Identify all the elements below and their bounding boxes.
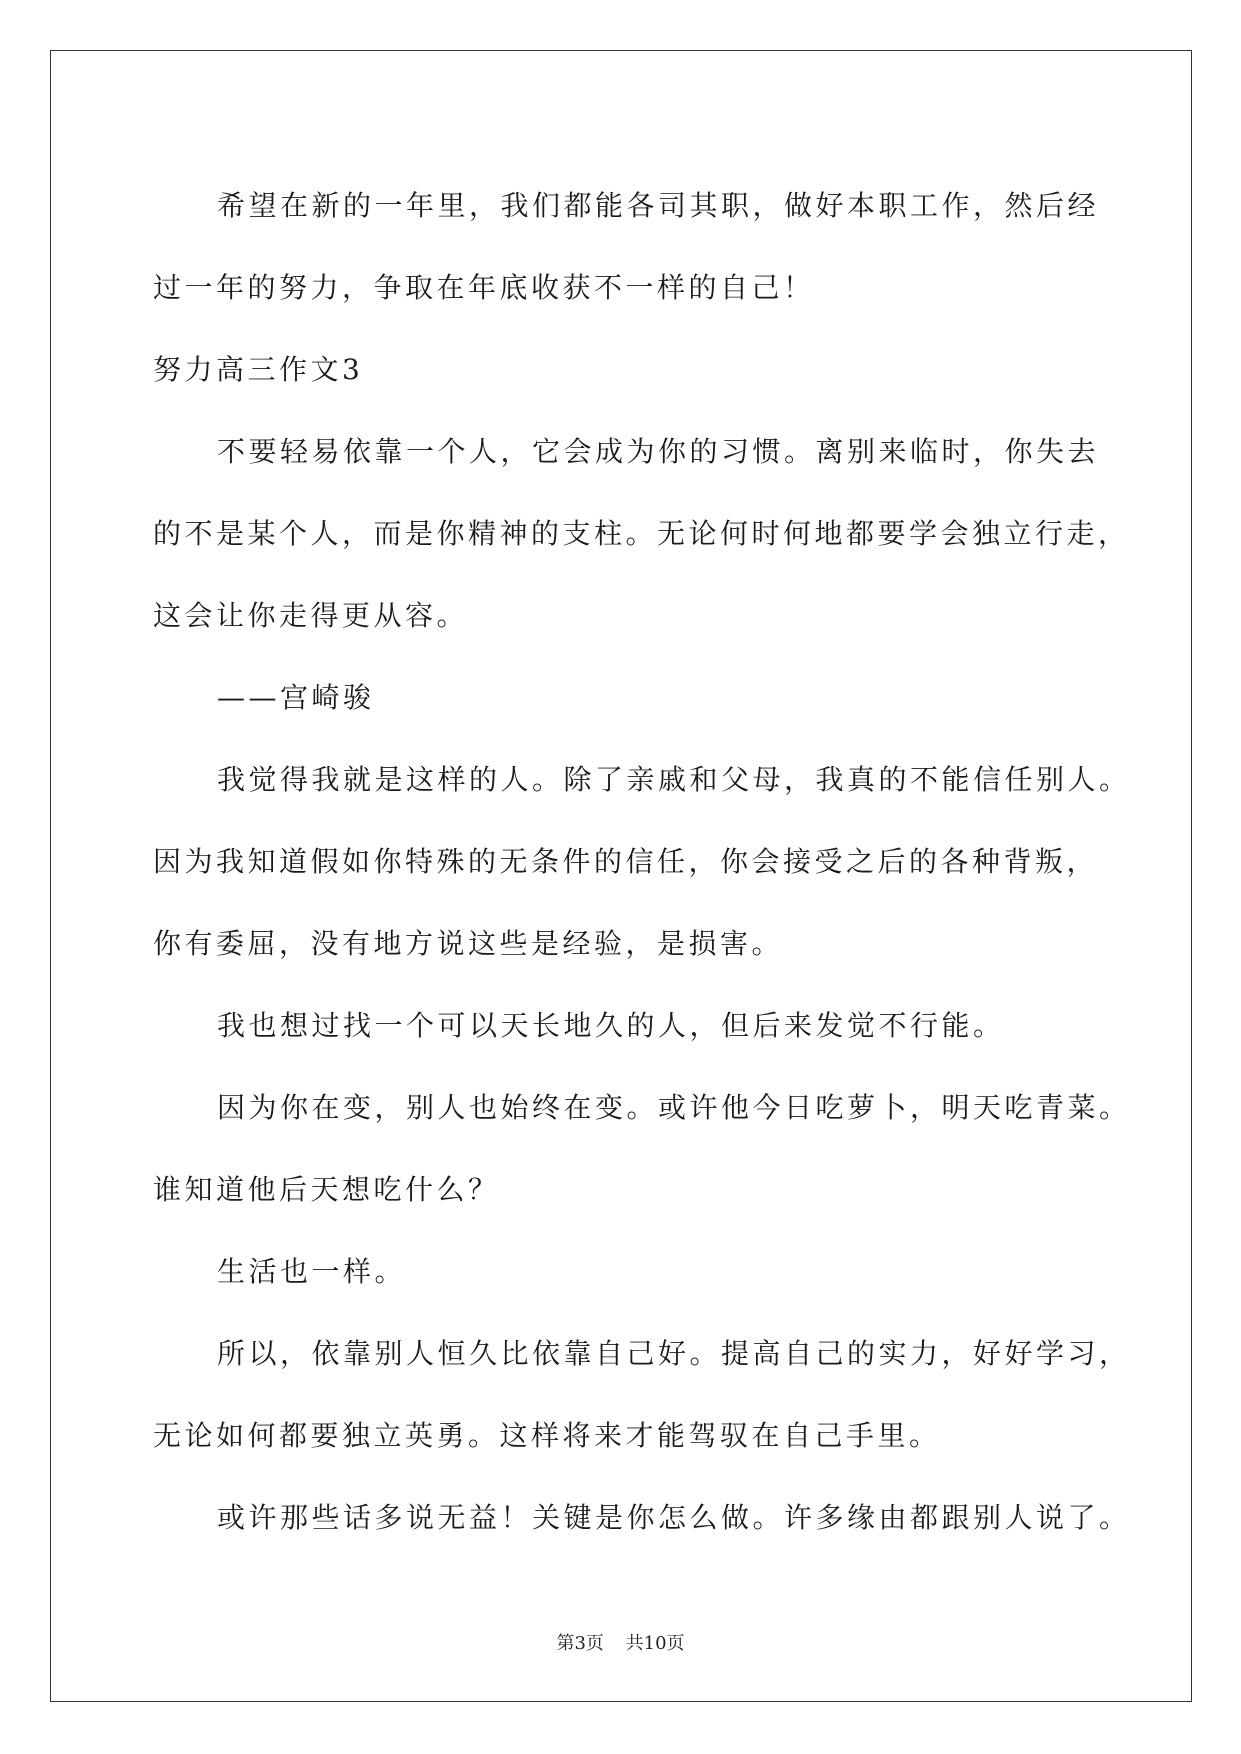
page-footer <box>0 1629 1241 1655</box>
document-body <box>153 165 1131 1559</box>
paragraph-line: 谁知道他后天想吃什么？ <box>153 1173 500 1206</box>
paragraph-line: 无论如何都要独立英勇。这样将来才能驾驭在自己手里。 <box>153 1419 941 1452</box>
paragraph-line: 生活也一样。 <box>217 1255 407 1288</box>
paragraph-line: 不要轻易依靠一个人，它会成为你的习惯。离别来临时，你失去 <box>217 435 1100 468</box>
paragraph-line: 的不是某个人，而是你精神的支柱。无论何时何地都要学会独立行走， <box>153 517 1130 550</box>
paragraph-line: 或许那些话多说无益！关键是你怎么做。许多缘由都跟别人说了。 <box>217 1501 1131 1534</box>
paragraph-line: 过一年的努力，争取在年底收获不一样的自己！ <box>153 271 815 304</box>
paragraph-line: 这会让你走得更从容。 <box>153 599 469 632</box>
section-heading: 努力高三作文3 <box>153 353 364 386</box>
page-total: 共10页 <box>625 1633 685 1654</box>
paragraph-line: 希望在新的一年里，我们都能各司其职，做好本职工作，然后经 <box>217 189 1100 222</box>
paragraph-line: 我也想过找一个可以天长地久的人，但后来发觉不行能。 <box>217 1009 1005 1042</box>
paragraph-line: 所以，依靠别人恒久比依靠自己好。提高自己的实力，好好学习， <box>217 1337 1131 1370</box>
paragraph-line: 我觉得我就是这样的人。除了亲戚和父母，我真的不能信任别人。 <box>217 763 1131 796</box>
paragraph-line: 因为你在变，别人也始终在变。或许他今日吃萝卜，明天吃青菜。 <box>217 1091 1131 1124</box>
paragraph-line: 你有委屈，没有地方说这些是经验，是损害。 <box>153 927 784 960</box>
page-number: 第3页 <box>556 1633 604 1654</box>
paragraph-line: 因为我知道假如你特殊的无条件的信任，你会接受之后的各种背叛， <box>153 845 1099 878</box>
quote-attribution: ——宫崎骏 <box>217 681 375 714</box>
